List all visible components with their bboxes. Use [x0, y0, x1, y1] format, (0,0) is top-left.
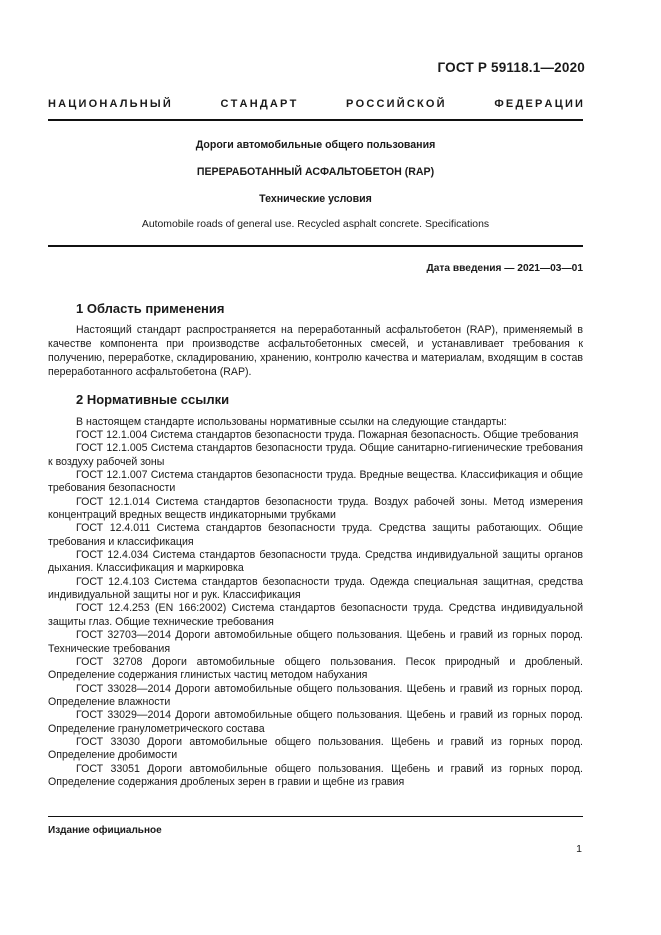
introduction-date: Дата введения — 2021—03—01 [426, 263, 583, 274]
banner-word: Р О С С И Й С К О Й [346, 98, 445, 110]
document-subject: Дороги автомобильные общего пользования [195, 139, 436, 151]
title-divider [48, 245, 583, 247]
english-title: Automobile roads of general use. Recycled asphalt concrete. Specifications [141, 219, 490, 230]
document-subtitle: Технические условия [259, 193, 372, 205]
reference-item: ГОСТ 12.1.014 Система стандартов безопасности труда. Воздух рабочей зоны. Метод измерения концентраций вредных веществ индикаторными трубками [48, 495, 583, 522]
paragraph: Настоящий стандарт распространяется на переработанный асфальтобетон (RAP), применяемый в качестве компонента при производстве асфальтобетонных смесей, и устанавливает требования к получению, переработке, складированию, хранению, контролю качества и материалам, входящим в состав переработанного асфальтобетона (RAP). [48, 324, 583, 378]
official-edition-label: Издание официальное [48, 825, 162, 836]
national-standard-banner [48, 98, 583, 110]
page-number: 1 [576, 843, 582, 855]
reference-item: ГОСТ 32703—2014 Дороги автомобильные общего пользования. Щебень и гравий из горных пород. Технические требования [48, 629, 583, 655]
reference-item: ГОСТ 12.1.004 Система стандартов безопасности труда. Пожарная безопасность. Общие требования [76, 429, 579, 441]
footer-divider [48, 816, 583, 817]
banner-word: Н А Ц И О Н А Л Ь Н Ы Й [48, 98, 171, 110]
normative-references-list [48, 429, 583, 789]
reference-item: ГОСТ 33028—2014 Дороги автомобильные общего пользования. Щебень и гравий из горных пород. Определение влажности [48, 682, 583, 708]
reference-item: ГОСТ 12.4.034 Система стандартов безопасности труда. Средства индивидуальной защиты органов дыхания. Классификация и маркировка [48, 549, 583, 575]
reference-item: ГОСТ 12.1.007 Система стандартов безопасности труда. Вредные вещества. Классификация и общие требования безопасности [48, 469, 583, 495]
section-2-heading: 2 Нормативные ссылки [76, 392, 230, 407]
top-divider [48, 119, 583, 121]
reference-item: ГОСТ 32708 Дороги автомобильные общего пользования. Песок природный и дробленый. Определение содержания глинистых частиц методом набухания [48, 655, 583, 682]
reference-item: ГОСТ 12.1.005 Система стандартов безопасности труда. Общие санитарно-гигиенические требования к воздуху рабочей зоны [48, 442, 583, 468]
reference-item: ГОСТ 33051 Дороги автомобильные общего пользования. Щебень и гравий из горных пород. Определение содержания дробленых зерен в гравии и щебне из гравия [48, 762, 583, 788]
paragraph: В настоящем стандарте использованы нормативные ссылки на следующие стандарты: [76, 416, 507, 428]
section-1-body [48, 323, 583, 379]
reference-item: ГОСТ 12.4.011 Система стандартов безопасности труда. Средства защиты работающих. Общие требования и классификация [48, 522, 583, 548]
document-title: ПЕРЕРАБОТАННЫЙ АСФАЛЬТОБЕТОН (RAP) [196, 166, 435, 178]
standard-number: ГОСТ Р 59118.1—2020 [437, 60, 585, 75]
reference-item: ГОСТ 12.4.253 (EN 166:2002) Система стандартов безопасности труда. Средства индивидуальной защиты глаз. Общие технические требования [48, 602, 583, 628]
reference-item: ГОСТ 33030 Дороги автомобильные общего пользования. Щебень и гравий из горных пород. Определение дробимости [48, 735, 583, 762]
section-2-intro [48, 415, 583, 429]
banner-word: Ф Е Д Е Р А Ц И И [494, 98, 583, 110]
section-1-heading: 1 Область применения [76, 301, 225, 316]
banner-word: С Т А Н Д А Р Т [220, 98, 297, 110]
reference-item: ГОСТ 12.4.103 Система стандартов безопасности труда. Одежда специальная защитная, средства индивидуальной защиты ног и рук. Классификация [48, 575, 583, 602]
reference-item: ГОСТ 33029—2014 Дороги автомобильные общего пользования. Щебень и гравий из горных пород. Определение гранулометрического состава [48, 709, 583, 735]
